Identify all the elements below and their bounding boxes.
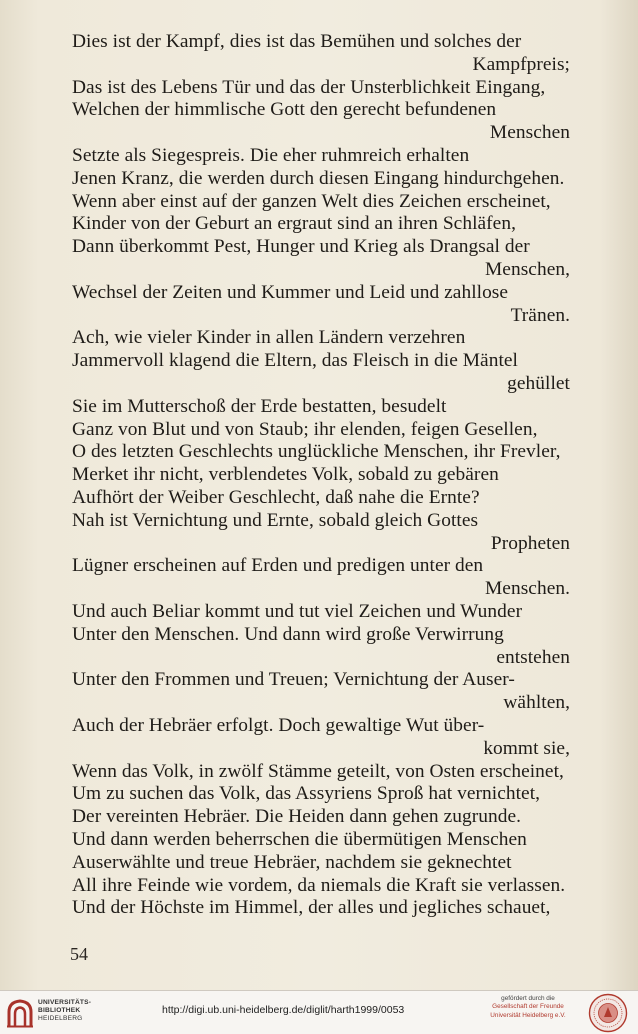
- university-name: [38, 999, 91, 1023]
- text-line: Aufhört der Weiber Geschlecht, daß nahe die Ernte?: [72, 487, 480, 508]
- society-name-line: Gesellschaft der Freunde: [492, 1003, 564, 1011]
- text-line-continuation: entstehen: [496, 647, 570, 668]
- society-name-line: Universität Heidelberg e.V.: [490, 1011, 566, 1019]
- text-line: Ach, wie vieler Kinder in allen Ländern verzehren: [72, 327, 466, 348]
- text-line: Welchen der himmlische Gott den gerecht befundenen: [72, 99, 497, 120]
- text-line: Wechsel der Zeiten und Kummer und Leid und zahllose: [72, 282, 509, 303]
- funded-by-label: gefördert durch die: [501, 995, 555, 1002]
- text-line: Wenn das Volk, in zwölf Stämme geteilt, von Osten erscheinet,: [72, 761, 564, 782]
- text-line: Jenen Kranz, die werden durch diesen Eingang hindurchgehen.: [72, 168, 565, 189]
- text-line: Sie im Mutterschoß der Erde bestatten, besudelt: [72, 396, 447, 417]
- text-line: Auch der Hebräer erfolgt. Doch gewaltige Wut über-: [72, 715, 485, 736]
- text-line: Dann überkommt Pest, Hunger und Krieg als Drangsal der: [72, 236, 530, 257]
- text-line: Und dann werden beherrschen die übermütigen Menschen: [72, 829, 527, 850]
- viewer-footer: [0, 990, 638, 1034]
- text-line-continuation: kommt sie,: [483, 738, 570, 759]
- text-line: Um zu suchen das Volk, das Assyriens Sproß hat vernichtet,: [72, 783, 541, 804]
- text-line: Lügner erscheinen auf Erden und predigen unter den: [72, 555, 484, 576]
- text-line-continuation: Menschen: [489, 122, 570, 143]
- page-number: 54: [70, 944, 88, 964]
- text-line: Setzte als Siegespreis. Die eher ruhmreich erhalten: [72, 145, 470, 166]
- text-line: Und auch Beliar kommt und tut viel Zeichen und Wunder: [72, 601, 523, 622]
- university-name-line: HEIDELBERG: [38, 1015, 83, 1022]
- text-line: Wenn aber einst auf der ganzen Welt dies Zeichen erscheinet,: [72, 191, 551, 212]
- funding-note: [480, 995, 576, 1020]
- text-line-continuation: Menschen.: [485, 578, 570, 599]
- text-line: Jammervoll klagend die Eltern, das Fleisch in die Mäntel: [72, 350, 518, 371]
- text-line: Dies ist der Kampf, dies ist das Bemühen und solches der: [72, 31, 522, 52]
- text-line: Ganz von Blut und von Staub; ihr elenden, feigen Gesellen,: [72, 419, 538, 440]
- text-line-continuation: Kampfpreis;: [472, 54, 570, 75]
- page-url-link[interactable]: http://digi.ub.uni-heidelberg.de/diglit/harth1999/0053: [162, 1004, 405, 1016]
- text-line-continuation: Tränen.: [510, 305, 570, 326]
- text-line-continuation: wählten,: [503, 692, 570, 713]
- text-line-continuation: Menschen,: [485, 259, 570, 280]
- text-line: Nah ist Vernichtung und Ernte, sobald gleich Gottes: [72, 510, 479, 531]
- university-name-line: UNIVERSITÄTS-: [38, 999, 92, 1006]
- university-library-logo-icon: [6, 998, 34, 1028]
- text-line: O des letzten Geschlechts unglückliche Menschen, ihr Frevler,: [72, 441, 561, 462]
- text-line: Kinder von der Geburt an ergraut sind an ihren Schläfen,: [72, 213, 516, 234]
- text-line-continuation: Propheten: [490, 533, 570, 554]
- university-seal-icon: [588, 993, 628, 1033]
- text-line: Das ist des Lebens Tür und das der Unsterblichkeit Eingang,: [72, 77, 546, 98]
- text-line: All ihre Feinde wie vordem, da niemals die Kraft sie verlassen.: [72, 875, 566, 896]
- text-line: Unter den Frommen und Treuen; Vernichtung der Auser-: [72, 669, 515, 690]
- text-line: Auserwählte und treue Hebräer, nachdem sie geknechtet: [72, 852, 512, 873]
- text-line: Und der Höchste im Himmel, der alles und jegliches schauet,: [72, 897, 551, 918]
- text-line: Unter den Menschen. Und dann wird große Verwirrung: [72, 624, 504, 645]
- university-name-line: BIBLIOTHEK: [38, 1007, 81, 1014]
- text-line: Merket ihr nicht, verblendetes Volk, sobald zu gebären: [72, 464, 499, 485]
- text-line-continuation: gehüllet: [507, 373, 570, 394]
- text-line: Der vereinten Hebräer. Die Heiden dann gehen zugrunde.: [72, 806, 522, 827]
